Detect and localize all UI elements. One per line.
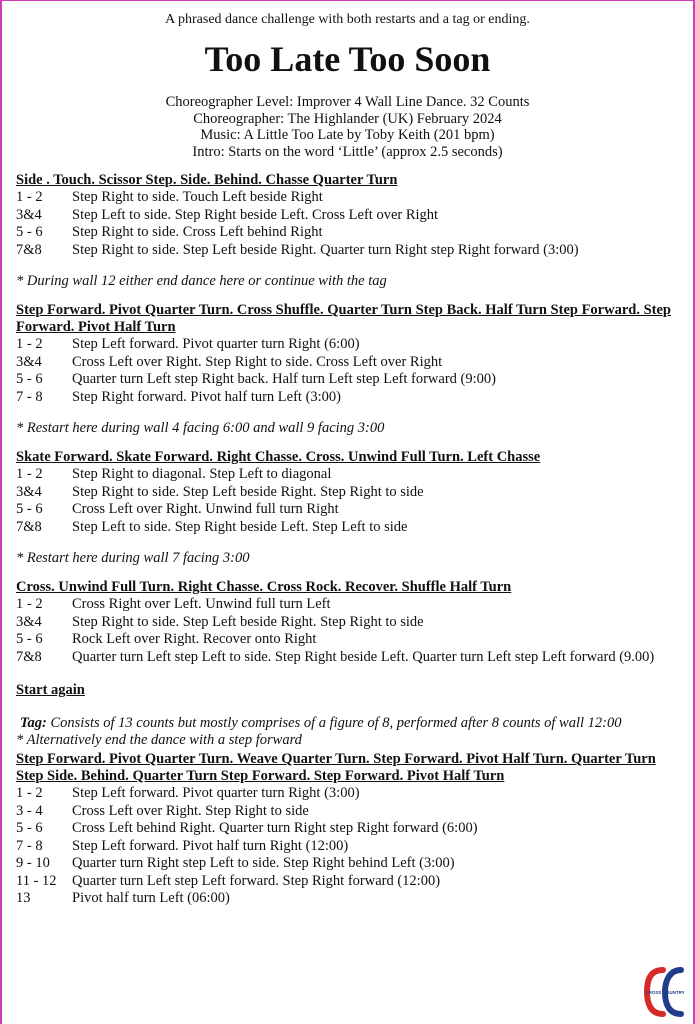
section-heading: Step Forward. Pivot Quarter Turn. Cross Shuffle. Quarter Turn Step Back. Half Turn Step Forward. Step Forward. Pivot Half Turn [16,302,671,335]
intro-line: A phrased dance challenge with both restarts and a tag or ending. [165,12,530,27]
section-note: * Restart here during wall 4 facing 6:00 and wall 9 facing 3:00 [16,420,385,436]
step-description: Step Right to side. Step Left beside Right. Step Right to side [72,613,424,630]
step-row [16,371,679,389]
step-description: Cross Left over Right. Step Right to side [72,802,309,819]
step-count: 3 - 4 [16,802,43,819]
step-description: Step Left to side. Step Right beside Left. Step Left to side [72,518,408,535]
step-row [16,189,679,207]
step-count: 3&4 [16,353,42,370]
step-description: Step Right to side. Step Left beside Right. Quarter turn Right step Right forward (3:00) [72,241,579,258]
step-description: Cross Left over Right. Step Right to side. Cross Left over Right [72,353,443,370]
step-row [16,890,679,908]
step-description: Step Right to side. Step Left beside Right. Step Right to side [72,483,424,500]
step-count: 5 - 6 [16,371,43,387]
step-count: 5 - 6 [16,501,43,517]
step-count: 3&4 [16,483,42,500]
step-count: 1 - 2 [16,189,43,205]
step-row [16,631,679,649]
info-choreographer: Choreographer: The Highlander (UK) February 2024 [193,110,502,127]
step-row [16,354,679,372]
step-list [16,336,679,406]
cross-country-logo [643,964,687,1020]
step-count: 3&4 [16,613,42,630]
tag-alt-note: * Alternatively end the dance with a step forward [16,732,302,748]
step-description: Rock Left over Right. Recover onto Right [72,631,317,647]
step-count: 11 - 12 [16,872,57,889]
step-description: Quarter turn Right step Left to side. Step Right behind Left (3:00) [72,855,455,871]
step-description: Step Left forward. Pivot quarter turn Right (6:00) [72,336,360,352]
step-row [16,855,679,873]
step-count: 13 [16,890,31,906]
section-heading: Side . Touch. Scissor Step. Side. Behind. Chasse Quarter Turn [16,172,398,188]
step-count: 1 - 2 [16,785,43,801]
step-description: Step Left forward. Pivot quarter turn Right (3:00) [72,785,360,801]
step-row [16,820,679,838]
step-description: Quarter turn Left step Right back. Half turn Left step Left forward (9:00) [72,371,496,387]
tag-label: Tag: [20,715,47,731]
dance-title: Too Late Too Soon [204,39,491,79]
step-count: 7&8 [16,241,42,258]
step-description: Step Left to side. Step Right beside Left. Cross Left over Right [72,206,439,223]
step-count: 3&4 [16,206,42,223]
step-row [16,336,679,354]
section-note: * During wall 12 either end dance here or continue with the tag [16,273,387,289]
info-level: Choreographer Level: Improver 4 Wall Line Dance. 32 Counts [165,94,530,110]
start-again-label: Start again [16,682,85,698]
info-music: Music: A Little Too Late by Toby Keith (201 bpm) [200,127,495,143]
tag-section [16,751,679,908]
step-description: Quarter turn Left step Left forward. Step Right forward (12:00) [72,872,441,889]
step-list [16,785,679,908]
step-description: Cross Right over Left. Unwind full turn Left [72,596,331,612]
step-row [16,389,679,407]
section-4 [16,579,679,666]
step-description: Step Right to side. Touch Left beside Right [72,189,323,205]
step-description: Pivot half turn Left (06:00) [72,890,230,906]
step-row [16,501,679,519]
step-count: 1 - 2 [16,466,43,482]
step-description: Cross Left over Right. Unwind full turn Right [72,501,339,517]
step-row [16,803,679,821]
step-row [16,873,679,891]
info-intro: Intro: Starts on the word ‘Little’ (approx 2.5 seconds) [192,143,503,160]
step-count: 5 - 6 [16,224,43,240]
step-row [16,838,679,856]
dance-info [16,94,679,160]
step-count: 9 - 10 [16,855,50,871]
step-row [16,614,679,632]
step-list [16,466,679,536]
section-note: * Restart here during wall 7 facing 3:00 [16,550,250,566]
step-count: 1 - 2 [16,596,43,612]
step-count: 7 - 8 [16,837,43,854]
step-row [16,596,679,614]
step-description: Step Right to side. Cross Left behind Right [72,224,323,240]
step-row [16,519,679,537]
step-count: 5 - 6 [16,631,43,647]
step-row [16,484,679,502]
step-list [16,596,679,666]
step-description: Step Left forward. Pivot half turn Right (12:00) [72,837,349,854]
step-count: 7 - 8 [16,388,43,405]
step-list [16,189,679,259]
section-3 [16,449,679,567]
step-count: 7&8 [16,518,42,535]
step-row [16,466,679,484]
section-1 [16,172,679,290]
step-description: Quarter turn Left step Left to side. Step Right beside Left. Quarter turn Left step Left forward (9.00) [72,648,655,665]
step-count: 5 - 6 [16,820,43,836]
step-description: Step Right to diagonal. Step Left to diagonal [72,466,332,482]
section-heading: Cross. Unwind Full Turn. Right Chasse. Cross Rock. Recover. Shuffle Half Turn [16,579,512,595]
step-count: 1 - 2 [16,336,43,352]
step-row [16,207,679,225]
step-description: Cross Left behind Right. Quarter turn Right step Right forward (6:00) [72,820,478,836]
section-heading: Step Forward. Pivot Quarter Turn. Weave Quarter Turn. Step Forward. Pivot Half Turn. Quarter Turn Step Side. Behind. Quarter Turn Step Forward. Step Forward. Pivot Half Turn [16,751,656,784]
step-row [16,224,679,242]
tag-text: Consists of 13 counts but mostly comprises of a figure of 8, performed after 8 counts of wall 12:00 [46,715,622,731]
step-row [16,649,679,667]
step-count: 7&8 [16,648,42,665]
step-row [16,785,679,803]
logo-text: CROSS COUNTRY [645,990,685,995]
step-description: Step Right forward. Pivot half turn Left (3:00) [72,388,342,405]
section-heading: Skate Forward. Skate Forward. Right Chasse. Cross. Unwind Full Turn. Left Chasse [16,449,541,465]
section-2 [16,302,679,437]
tag-description [16,715,679,732]
step-row [16,242,679,260]
